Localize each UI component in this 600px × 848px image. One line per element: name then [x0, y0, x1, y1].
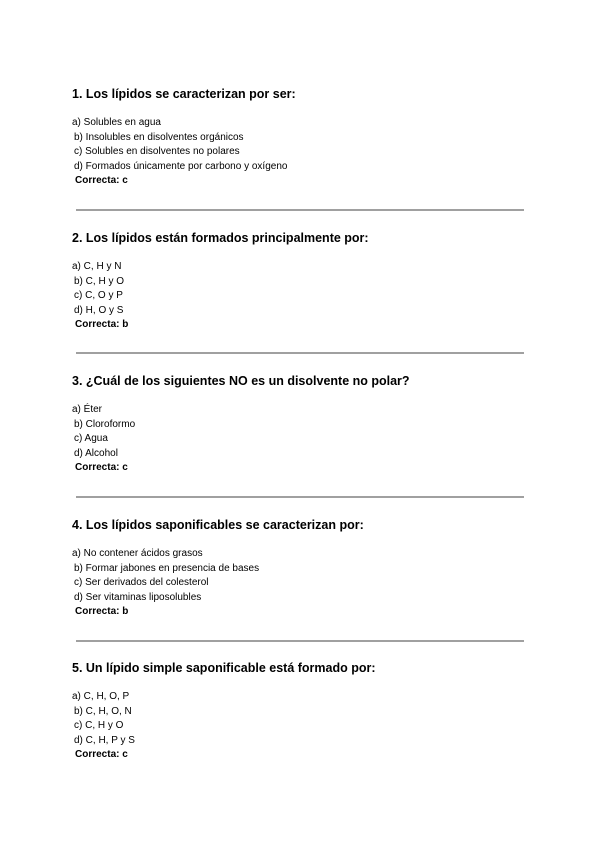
option-a: a) Éter: [72, 404, 103, 415]
option-a: a) C, H y N: [72, 261, 122, 272]
option-b: b) C, H y O: [74, 275, 125, 287]
option-c: c) Agua: [74, 433, 108, 445]
option-a: a) No contener ácidos grasos: [72, 548, 203, 559]
option-d: d) C, H, P y S: [74, 734, 135, 746]
option-a: a) C, H, O, P: [72, 691, 130, 702]
option-d: d) H, O y S: [74, 304, 124, 316]
option-b: b) Formar jabones en presencia de bases: [74, 562, 260, 574]
correct-answer: Correcta: b: [75, 319, 129, 331]
option-c: c) Ser derivados del colesterol: [74, 577, 209, 589]
question-1: [72, 87, 532, 188]
option-d: d) Formados únicamente por carbono y oxígeno: [74, 160, 288, 172]
question-title: 2. Los lípidos están formados principalmente por:: [72, 231, 369, 245]
option-b: b) Cloroformo: [74, 418, 136, 430]
correct-answer: Correcta: c: [75, 462, 128, 474]
option-b: b) Insolubles en disolventes orgánicos: [74, 131, 244, 143]
divider: [76, 496, 524, 498]
correct-answer: Correcta: c: [75, 175, 128, 187]
question-title: 5. Un lípido simple saponificable está formado por:: [72, 661, 376, 675]
correct-answer: Correcta: b: [75, 606, 129, 618]
option-c: c) C, H y O: [74, 720, 124, 732]
question-2: [72, 231, 532, 332]
question-title: 3. ¿Cuál de los siguientes NO es un disolvente no polar?: [72, 374, 410, 388]
divider: [76, 352, 524, 354]
correct-answer: Correcta: c: [75, 749, 128, 761]
question-3: [72, 374, 532, 475]
option-a: a) Solubles en agua: [72, 117, 161, 128]
question-title: 1. Los lípidos se caracterizan por ser:: [72, 87, 296, 101]
option-c: c) Solubles en disolventes no polares: [74, 146, 240, 158]
divider: [76, 209, 524, 211]
question-5: [72, 661, 532, 762]
question-4: [72, 518, 532, 619]
question-title: 4. Los lípidos saponificables se caracterizan por:: [72, 518, 364, 532]
option-b: b) C, H, O, N: [74, 705, 132, 717]
divider: [76, 640, 524, 642]
option-d: d) Ser vitaminas liposolubles: [74, 591, 202, 603]
option-d: d) Alcohol: [74, 447, 118, 459]
option-c: c) C, O y P: [74, 290, 123, 302]
